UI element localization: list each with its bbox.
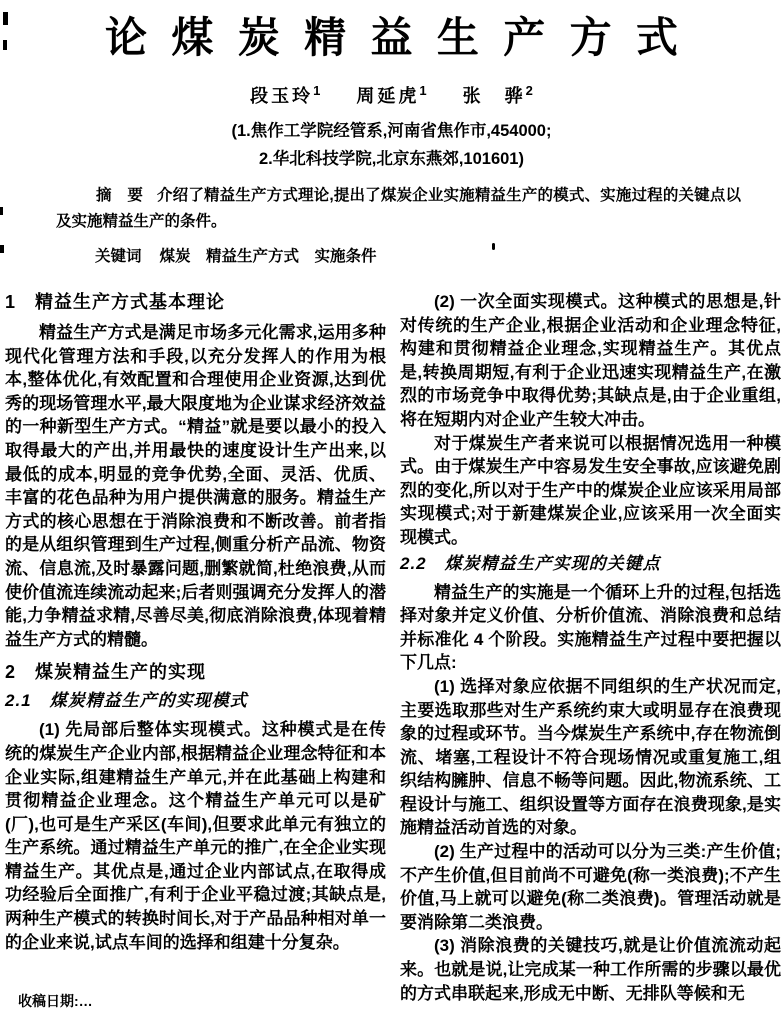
author-line [0,82,783,108]
paragraph: 精益生产方式是满足市场多元化需求,运用多种现代化管理方法和手段,以充分发挥人的作用为根本,整体优化,有效配置和合理使用企业资源,达到优秀的现场管理水平,最大限度地为企业谋求经济效益的一种新型生产方式。“精益”就是要以最小的投入取得最大的产出,并用最快的速度设计生产出来,以最低的成本,明显的竞争优势,全面、灵活、优质、丰富的花色品种为用户提供满意的服务。精益生产方式的核心思想在于消除浪费和不断改善。前者指的是从组织管理到生产过程,侧重分析产品流、物资流、信息流,及时暴露问题,删繁就简,杜绝浪费,从而使价值流连续流动起来;后者则强调充分发挥人的潜能,力争精益求精,尽善尽美,彻底消除浪费,体现着精益生产方式的精髓。 [5,323,386,649]
paper-title: 论煤炭精益生产方式 [105,14,703,61]
paragraph: (1) 先局部后整体实现模式。这种模式是在传统的煤炭生产企业内部,根据精益企业理念特征和本企业实际,组建精益生产单元,并在此基础上构建和贯彻精益企业理念。这个精益生产单元可以是矿(厂),也可是生产采区(车间),但要求此单元有独立的生产系统。通过精益生产单元的推广,在全企业实现精益生产。其优点是,通过企业内部试点,在取得成功经验后全面推广,有利于企业平稳过渡;其缺点是,两种生产模式的转换时间长,对于产品品种相对单一的企业来说,试点车间的选择和组建十分复杂。 [5,720,386,952]
scan-artifact [0,207,3,215]
paragraph: 精益生产的实施是一个循环上升的过程,包括选择对象并定义价值、分析价值流、消除浪费和总结并标准化 4 个阶段。实施精益生产过程中要把握以下几点: [400,582,781,673]
section-2-heading: 2 煤炭精益生产的实现 [5,662,207,683]
paragraph: 对于煤炭生产者来说可以根据情况选用一种模式。由于煤炭生产中容易发生安全事故,应该避免剧烈的变化,所以对于生产中的煤炭企业应该采用局部实现模式;对于新建煤炭企业,应该采用一次全面实现模式。 [400,433,781,547]
keywords-label: 关键词 [95,248,142,265]
author-3 [463,82,533,108]
scan-artifact [492,243,495,250]
author-affiliation-mark: 1 [313,83,321,98]
author-affiliation-mark: 2 [525,83,533,98]
paragraph: (2) 一次全面实现模式。这种模式的思想是,针对传统的生产企业,根据企业活动和企业理念特征,构建和贯彻精益企业理念,实现精益生产。其优点是,转换周期短,有利于企业迅速实现精益生产,在激烈的市场竞争中取得优势;其缺点是,由于企业重组,将在短期内对企业产生较大冲击。 [400,292,781,429]
scan-artifact [3,40,7,50]
abstract-text: 介绍了精益生产方式理论,提出了煤炭企业实施精益生产的模式、实施过程的关键点以及实施精益生产的条件。 [56,187,741,230]
paragraph: (3) 消除浪费的关键技巧,就是让价值流流动起来。也就是说,让完成某一种工作所需的步骤以最优的方式串联起来,形成无中断、无排队等候和无 [400,936,781,1003]
abstract [56,183,741,235]
author-1 [250,82,320,108]
author-2 [356,82,426,108]
section-2-1-heading: 2.1 煤炭精益生产的实现模式 [5,691,248,711]
affiliation-line: 2.华北科技学院,北京东燕郊,101601) [259,150,524,168]
keywords-text: 煤炭 精益生产方式 实施条件 [159,248,377,265]
section-2-2-heading: 2.2 煤炭精益生产实现的关键点 [400,553,661,573]
right-column [400,290,781,1005]
author-name: 周延虎 [356,86,420,106]
scan-artifact [0,245,4,253]
author-name: 张 骅 [462,86,526,106]
author-name: 段玉玲 [250,86,314,106]
paragraph: (2) 生产过程中的活动可以分为三类:产生价值;不产生价值,但目前尚不可避免(称一类浪费);不产生价值,马上就可以避免(称二类浪费)。管理活动就是要消除第二类浪费。 [400,842,781,932]
footnote-fragment-clipped: 收稿日期:… [18,993,93,1009]
scan-artifact [3,12,8,25]
left-column [5,290,386,1005]
affiliations [0,117,783,173]
abstract-label: 摘 要 [96,187,144,204]
section-1-heading: 1 精益生产方式基本理论 [5,292,226,312]
author-affiliation-mark: 1 [419,83,427,98]
paragraph: (1) 选择对象应依据不同组织的生产状况而定,主要选取那些对生产系统约束大或明显存在浪费现象的过程或环节。当今煤炭生产系统中,存在物流倒流、堵塞,工程设计不符合现场情况或重复施工,组织结构臃肿、信息不畅等问题。因此,物流系统、工程设计与施工、组织设置等方面存在浪费现象,是实施精益活动首选的对象。 [400,676,781,838]
affiliation-line: (1.焦作工学院经管系,河南省焦作市,454000; [231,122,552,140]
two-column-body [0,290,783,1005]
keywords [95,244,783,266]
